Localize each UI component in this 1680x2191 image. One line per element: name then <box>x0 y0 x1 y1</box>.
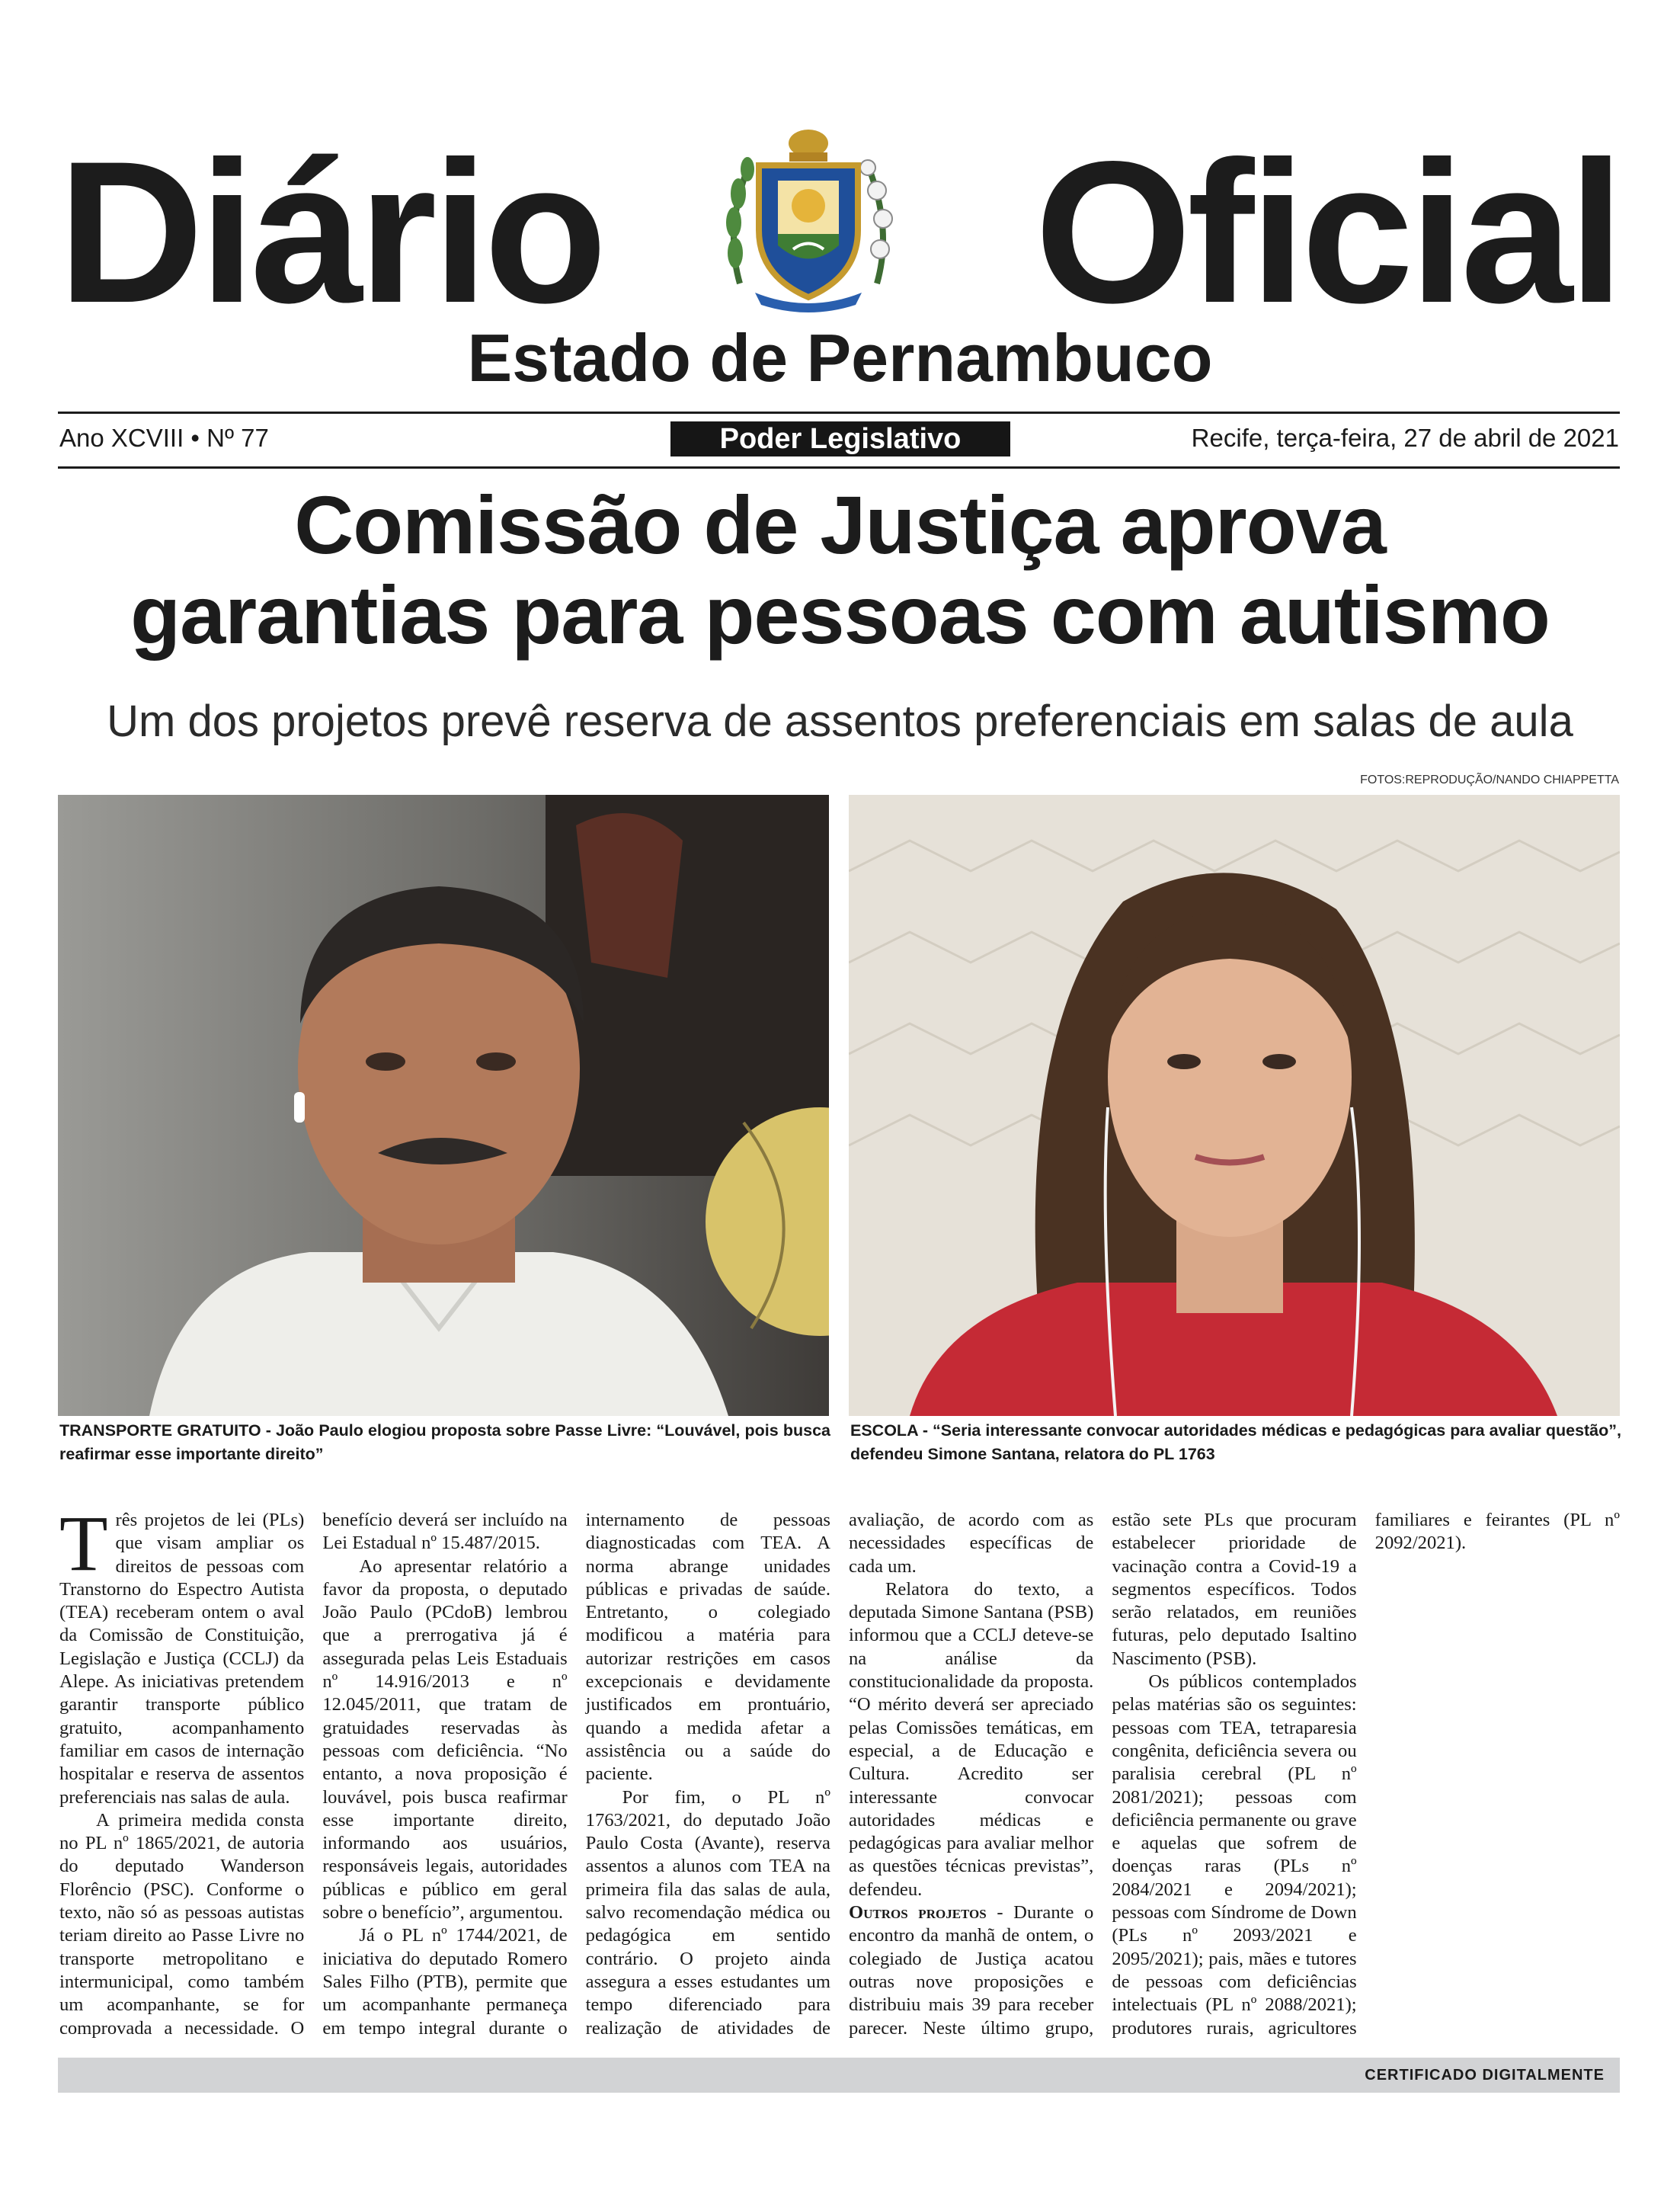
article-paragraph: A primeira medida consta no PL nº 1865/2021, de autoria do deputado Wanderson Florêncio (PSC). Conforme o texto, não só as pessoas autistas teriam direito ao Passe Livre no transporte metropolitano e intermunicipal, como também um acompanhante, se for comprovada a necessidade. O benefício deverá ser incluído na Lei Estadual nº 15.487/2015. <box>59 1510 568 2039</box>
article-paragraph: Os públicos contemplados pelas matérias são os seguintes: pessoas com TEA, tetraparesia congênita, deficiência severa ou paralisia cerebral (PL nº 2081/2021); pessoas com deficiência permanente ou grave e aquelas que sofrem de doenças raras (PLs nº 2084/2021 e 2094/2021); pessoas com Síndrome de Down (PLs nº 2093/2021 e 2095/2021); pais, mães e tutores de pessoas com deficiências intelectuais (PL nº 2088/2021); produtores rurais, agricultores familiares e feirantes (PL nº 2092/2021). <box>1112 1510 1620 2039</box>
edition-number: Ano XCVIII • Nº 77 <box>59 424 269 452</box>
photo-joao-paulo <box>58 795 829 1416</box>
masthead-subtitle: Estado de Pernambuco <box>467 320 1213 396</box>
article-paragraph: Por fim, o PL nº 1763/2021, do deputado João Paulo Costa (Avante), reserva assentos a alunos com TEA na primeira fila das salas de aula, salvo recomendação médica ou pedagógica em sentido contrário. O projeto ainda assegura a esses estudantes um tempo diferenciado para realização de atividades de avaliação, de acordo com as necessidades específicas de cada um. <box>585 1510 1094 2039</box>
masthead-title-right: Oficial <box>1034 120 1620 345</box>
divider-top <box>58 412 1620 414</box>
photo-credit: FOTOS:REPRODUÇÃO/NANDO CHIAPPETTA <box>1360 774 1619 786</box>
article-paragraph: Outros projetos - Durante o encontro da manhã de ontem, o colegiado de Justiça acatou outras nove proposições e distribuiu mais 39 para receber parecer. Neste último grupo, estão sete PLs que procuram estabelecer prioridade de vacinação contra a Covid-19 a segmentos específicos. Todos serão relatados, em reuniões futuras, pelo deputado Isaltino Nascimento (PSB). <box>848 1510 1357 2039</box>
drop-cap: T <box>59 1500 108 1587</box>
article-paragraph: Relatora do texto, a deputada Simone Santana (PSB) informou que a CCLJ deteve-se na análise da constitucionalidade da proposta. “O mérito deverá ser apreciado pelas Comissões temáticas, em especial, a de Educação e Cultura. Acredito ser interessante convocar autoridades médicas e pedagógicas para avaliar melhor as questões técnicas previstas”, defendeu. <box>848 1578 1094 1900</box>
article-paragraph: Já o PL nº 1744/2021, de iniciativa do deputado Romero Sales Filho (PTB), permite que um acompanhante permaneça em tempo integral durante o internamento de pessoas diagnosticadas com TEA. A norma abrange unidades públicas e privadas de saúde. Entretanto, o colegiado modificou a matéria para autorizar restrições em casos excepcionais e devidamente justificados em prontuário, quando a medida afetar a assistência ou a saúde do paciente. <box>322 1510 830 2039</box>
headline-line-2: garantias para pessoas com autismo <box>130 569 1550 661</box>
caption-left: TRANSPORTE GRATUITO - João Paulo elogiou proposta sobre Passe Livre: “Louvável, pois busca reafirmar esse importante direito” <box>59 1421 830 1463</box>
certified-label: CERTIFICADO DIGITALMENTE <box>1365 2067 1605 2084</box>
article-body <box>59 1500 1620 2054</box>
footer-bar <box>58 2058 1620 2093</box>
caption-right: ESCOLA - “Seria interessante convocar autoridades médicas e pedagógicas para avaliar questão”, defendeu Simone Santana, relatora do PL 1763 <box>850 1421 1621 1463</box>
article-paragraph: Ao apresentar relatório a favor da proposta, o deputado João Paulo (PCdoB) lembrou que a prerrogativa já é assegurada pelas Leis Estaduais nº 14.916/2013 e nº 12.045/2011, que tratam de gratuidades reservadas às pessoas com deficiência. “No entanto, a nova proposição é louvável, pois busca reafirmar esse importante direito, informando aos usuários, responsáveis legais, autoridades públicas e público em geral sobre o benefício”, argumentou. <box>322 1555 568 1924</box>
date-line: Recife, terça-feira, 27 de abril de 2021 <box>1191 424 1619 452</box>
subhead-outros-projetos: Outros projetos <box>848 1902 987 1924</box>
masthead-title-left: Diário <box>58 120 603 345</box>
article-paragraph: Três projetos de lei (PLs) que visam ampliar os direitos de pessoas com Transtorno do Espectro Autista (TEA) receberam ontem o aval da Comissão de Constituição, Legislação e Justiça (CCLJ) da Alepe. As iniciativas pretendem garantir transporte público gratuito, acompanhamento familiar em casos de internação hospitalar e reserva de assentos preferenciais nas salas de aula. <box>59 1500 305 1808</box>
masthead <box>58 120 1620 345</box>
section-badge: Poder Legislativo <box>670 421 1010 456</box>
photo-simone-santana <box>849 795 1620 1416</box>
coat-of-arms-icon <box>717 123 900 312</box>
deck: Um dos projetos prevê reserva de assentos preferenciais em salas de aula <box>107 697 1573 746</box>
headline <box>0 480 1680 660</box>
divider-bottom <box>58 466 1620 469</box>
headline-line-1: Comissão de Justiça aprova <box>294 479 1386 571</box>
